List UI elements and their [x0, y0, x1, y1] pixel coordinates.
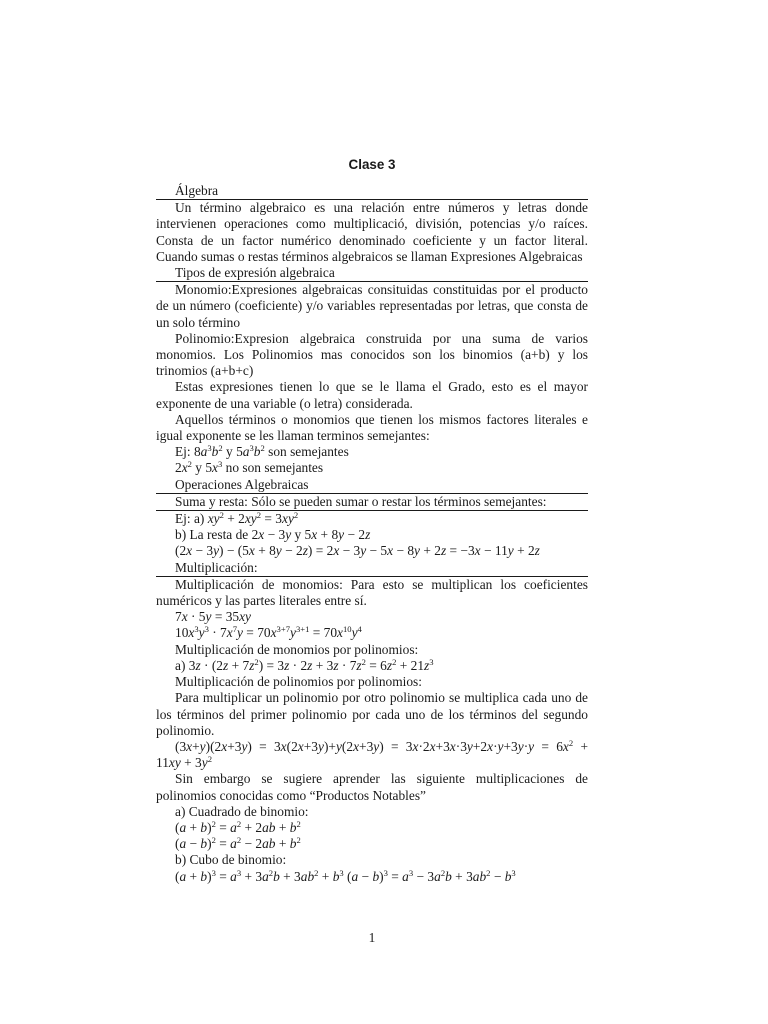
tipos-heading: Tipos de expresión algebraica: [175, 265, 335, 281]
semejantes-paragraph: Aquellos términos o monomios que tienen los mismos factores literales e igual exponente se les llaman terminos semejantes:: [156, 411, 588, 444]
cuadrado-heading: a) Cuadrado de binomio:: [175, 803, 309, 819]
page-number: 1: [368, 930, 376, 945]
example-poli-poli: $(3x+y)(2x+3y) = 3x(2x+3y)+y(2x+3y) = 3x\cdot 2x+3x\cdot 3y+2x\cdot y+3y\cdot y = 6x^2 + 11xy + 3y^2$: [156, 737, 589, 771]
multiplicacion-heading: Multiplicación:: [175, 559, 258, 575]
grado-paragraph: Estas expresiones tienen lo que se le llama el Grado, esto es el mayor exponente de una variable (o letra) considerada.: [156, 379, 588, 411]
formula-cuadrado-resta: $(a - b)^2 = a^2 - 2ab + b^2$: [175, 835, 301, 852]
mult-monomios-paragraph: Multiplicación de monomios: Para esto se multiplican los coeficientes numéricos y las partes literales entre sí.: [156, 576, 588, 609]
mult-poli-poli-heading: Multiplicación de polinomios por polinomios:: [175, 674, 422, 690]
document-page: [156, 0, 588, 1024]
document-body: [156, 183, 588, 885]
example-mono-poli: a) $3z \cdot (2z + 7z^2) = 3z \cdot 2z + 3z \cdot 7z^2 = 6z^2 + 21z^3$: [175, 656, 434, 673]
example-no-semejantes: $2x^2$ y $5x^3$ no son semejantes: [175, 459, 324, 476]
example-mult-2: $10x^3y^3 \cdot 7x^7y = 70x^{3+7}y^{3+1} = 70x^{10}y^4$: [175, 624, 362, 641]
suma-resta-paragraph: Suma y resta: Sólo se pueden sumar o restar los términos semejantes:: [156, 493, 588, 510]
formula-cubo: $(a + b)^3 = a^3 + 3a^2b + 3ab^2 + b^3$ $(a - b)^3 = a^3 - 3a^2b + 3ab^2 - b^3$: [175, 867, 516, 884]
example-semejantes: Ej: $8a^3b^2$ y $5a^3b^2$ son semejantes: [175, 443, 349, 460]
example-suma: Ej: a) $xy^2 + 2xy^2 = 3xy^2$: [156, 510, 588, 527]
intro-paragraph: Un término algebraico es una relación entre números y letras donde intervienen operaciones como multiplicació, división, potencias y/o raíces. Consta de un factor numérico denominado coeficiente y un factor literal. Cuando sumas o restas términos algebraicos se llaman Expresiones Algebraicas: [156, 200, 588, 264]
example-mult-1: 7x · 5y = 35xy: [175, 609, 251, 625]
algebra-heading: Álgebra: [175, 183, 219, 198]
para-multiplicar-paragraph: Para multiplicar un polinomio por otro polinomio se multiplica cada uno de los términos del primer polinomio por cada uno de los términos del segundo polinomio.: [156, 690, 588, 738]
polinomio-paragraph: Polinomio:Expresion algebraica construida por una suma de varios monomios. Los Polinomios mas conocidos son los binomios (a+b) y los trinomios (a+b+c): [156, 330, 588, 379]
monomio-paragraph: Monomio:Expresiones algebraicas consituidas constituidas por el producto de un número (coeficiente) y/o variables representadas por letras, que consta de un solo término: [156, 282, 588, 330]
mult-mono-poli-heading: Multiplicación de monomios por polinomios:: [175, 641, 419, 657]
page-title: Clase 3: [348, 157, 396, 172]
example-resta-formula: (2x − 3y) − (5x + 8y − 2z) = 2x − 3y − 5x − 8y + 2z = −3x − 11y + 2z: [175, 543, 540, 559]
formula-cuadrado-suma: $(a + b)^2 = a^2 + 2ab + b^2$: [175, 818, 301, 835]
cubo-heading: b) Cubo de binomio:: [175, 852, 287, 868]
example-resta-intro: b) La resta de 2x − 3y y 5x + 8y − 2z: [175, 527, 371, 543]
sin-embargo-paragraph: Sin embargo se sugiere aprender las siguiente multiplicaciones de polinomios conocidas como “Productos Notables”: [156, 771, 588, 803]
operaciones-heading: Operaciones Algebraicas: [175, 476, 309, 492]
